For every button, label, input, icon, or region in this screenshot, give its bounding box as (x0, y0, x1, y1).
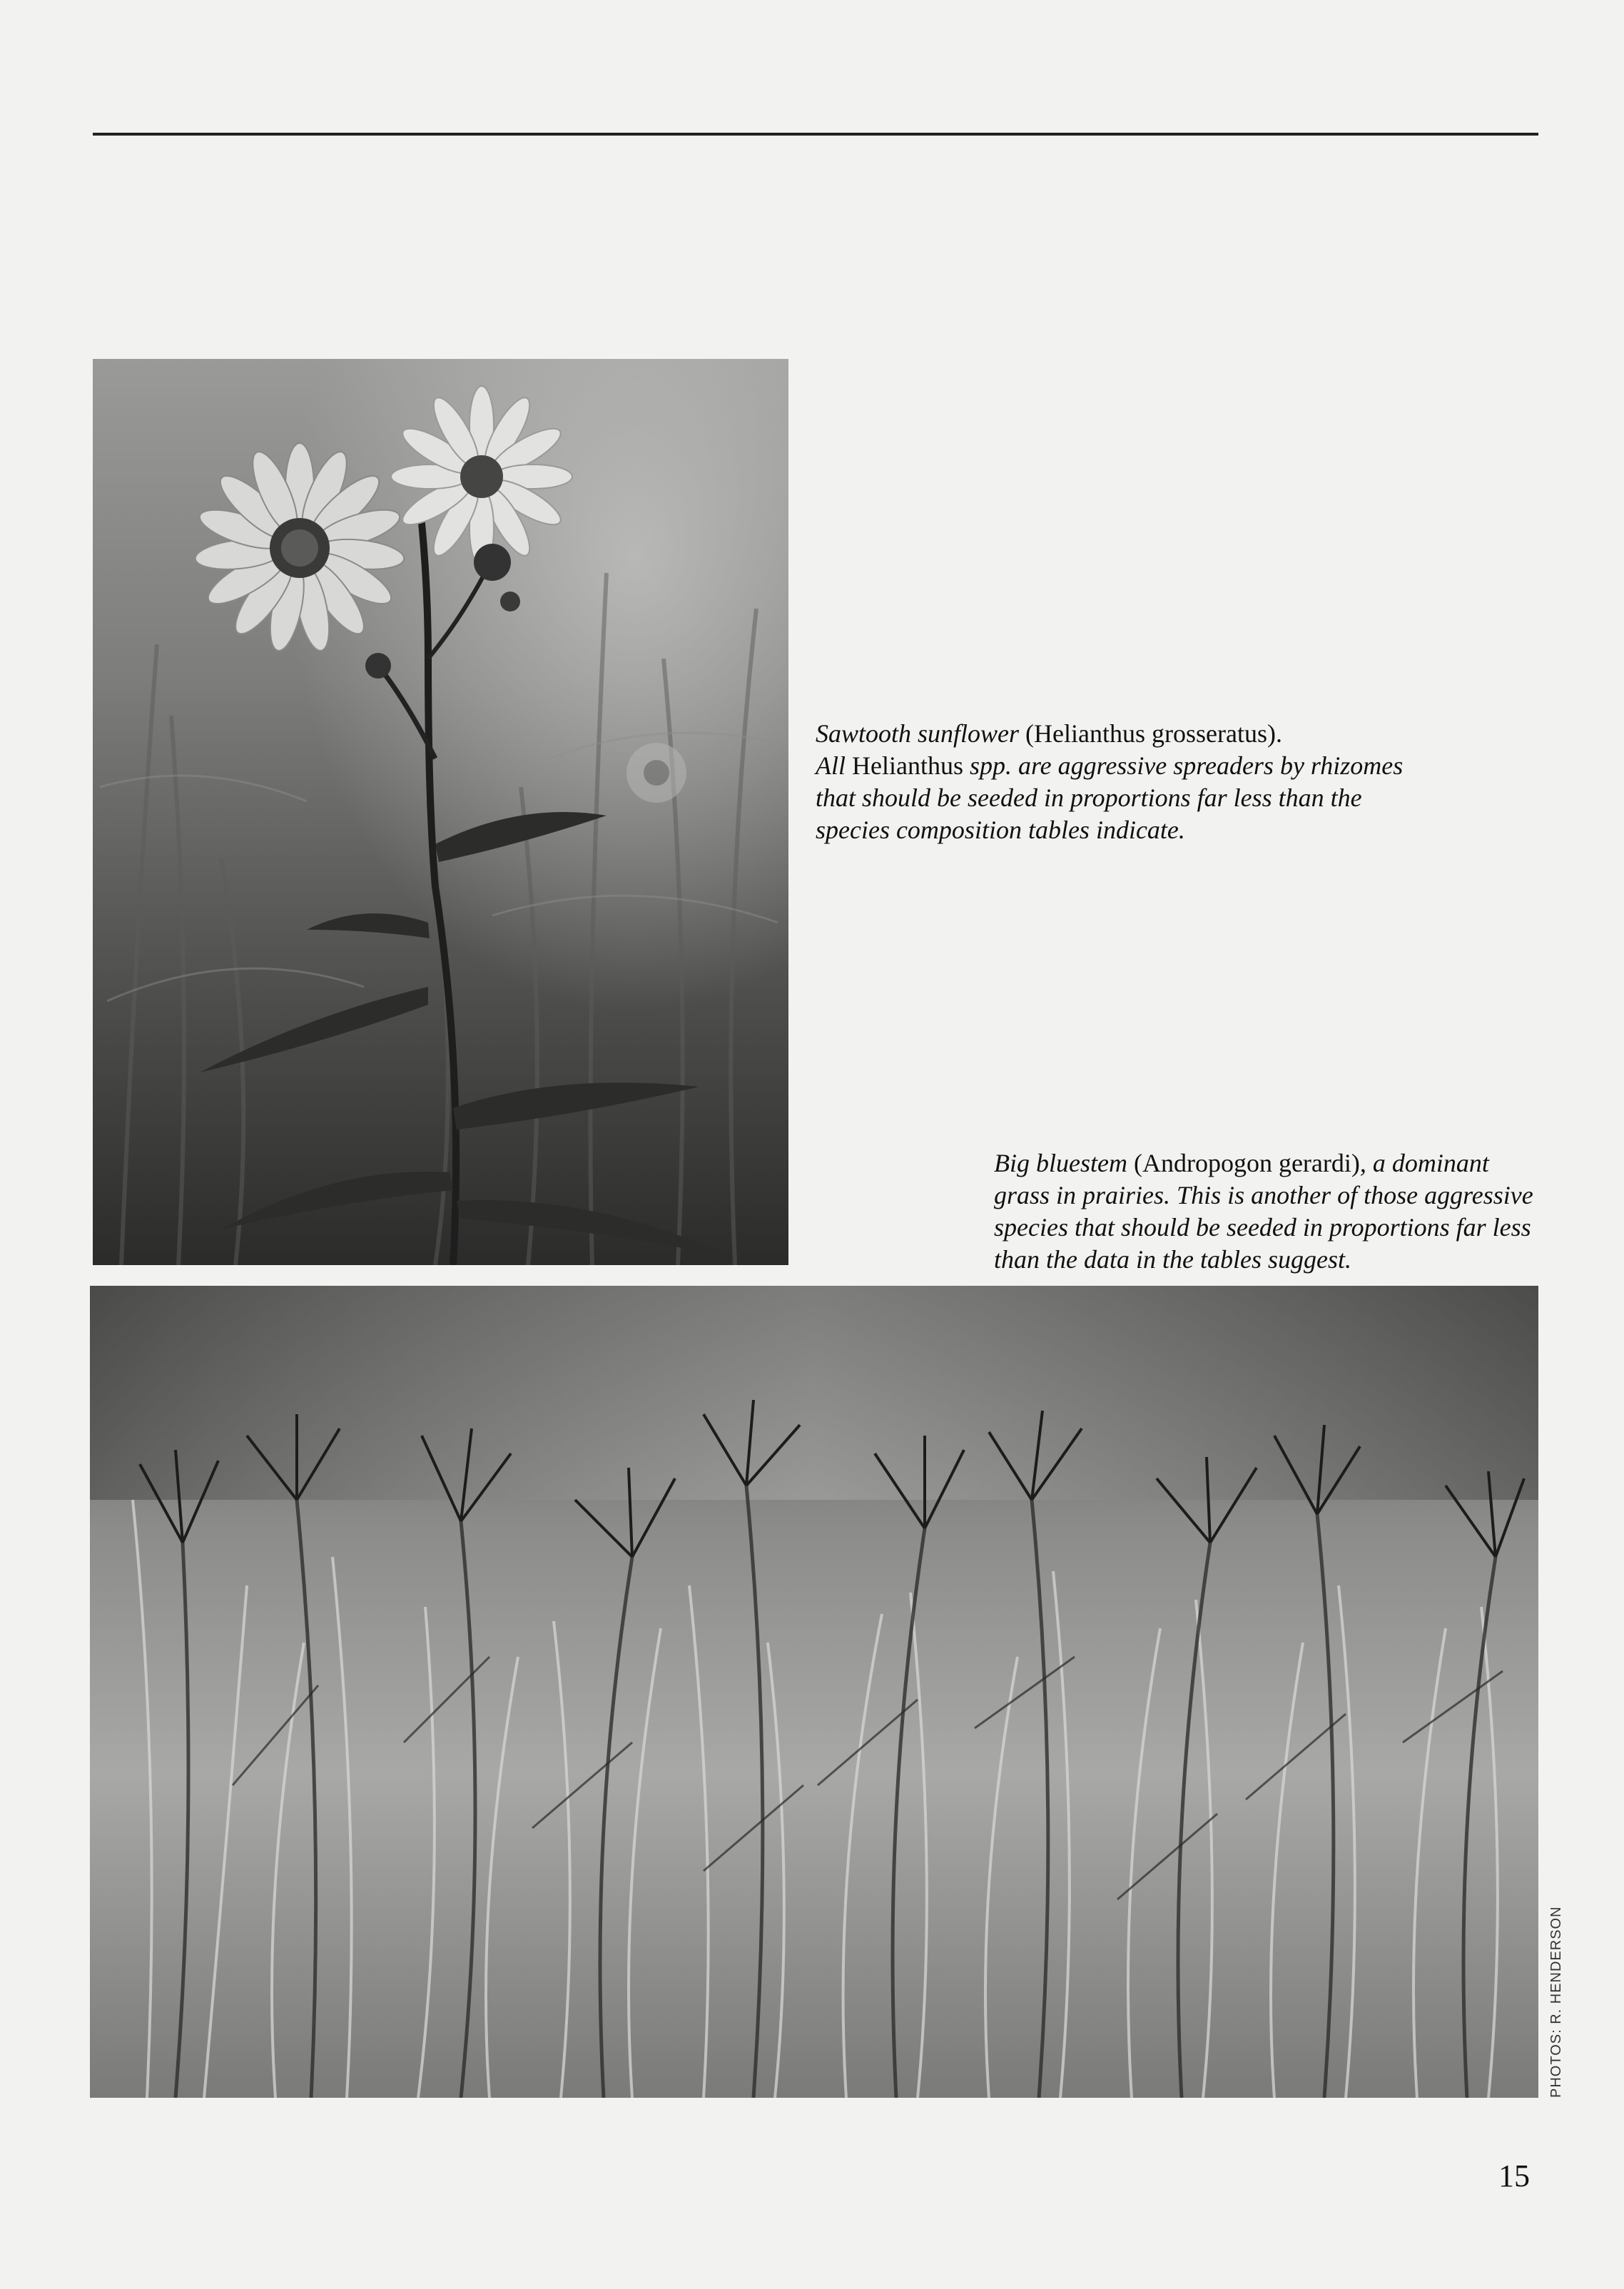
photo-credit: PHOTOS: R. HENDERSON (1548, 1906, 1564, 2098)
bluestem-photo (90, 1286, 1538, 2098)
bluestem-caption (994, 1147, 1536, 1276)
caption-bluestem-latin: (Andropogon gerardi) (1127, 1149, 1360, 1177)
caption-sunflower-genus: Helianthus (852, 751, 963, 780)
sunflower-photo (93, 359, 788, 1265)
caption-sunflower-all: All (816, 751, 852, 780)
caption-sunflower-body: spp. are aggressive spreaders by rhizomes that should be seeded in proportions far less than the species composition tables indicate. (816, 751, 1404, 844)
sunflower-caption (816, 718, 1408, 846)
caption-sunflower-common: Sawtooth sunflower (816, 719, 1020, 748)
caption-bluestem-common: Big bluestem (994, 1149, 1127, 1177)
caption-sunflower-latin: (Helianthus grosseratus). (1019, 719, 1282, 748)
page-number: 15 (1498, 2158, 1530, 2193)
header-rule (93, 133, 1538, 136)
caption-bluestem-body: , a dominant grass in prairies. This is another of those aggressive species that should be seeded in proportions far less than the data in the tables suggest. (994, 1149, 1533, 1274)
